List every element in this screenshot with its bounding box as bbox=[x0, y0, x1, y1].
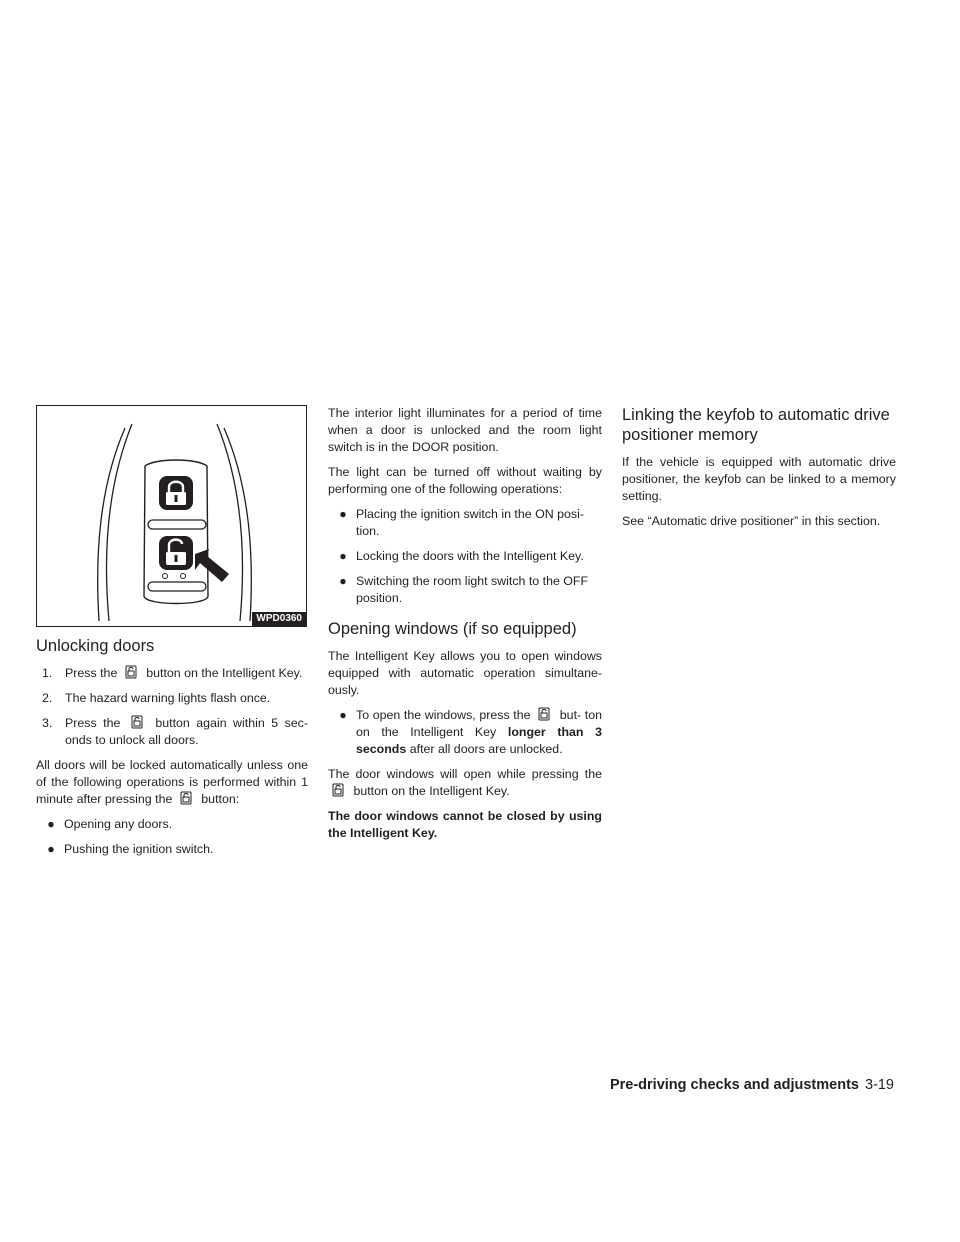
list-item-text: after all doors are unlocked. bbox=[409, 742, 563, 756]
bullet-icon: ● bbox=[339, 574, 347, 588]
footer-section-title: Pre-driving checks and adjustments bbox=[609, 1077, 859, 1093]
list-item-text: Placing the ignition switch in the ON posi- tion. bbox=[356, 507, 584, 538]
list-item-text: Opening any doors. bbox=[64, 817, 173, 831]
list-item-text: To open the windows, press the bbox=[356, 708, 531, 722]
list-item bbox=[328, 707, 602, 758]
list-item bbox=[328, 548, 602, 565]
step-text: Press the bbox=[65, 666, 118, 680]
step-3 bbox=[36, 715, 308, 749]
list-item bbox=[328, 506, 602, 540]
column-interior-light bbox=[328, 405, 602, 850]
windows-paragraph: The Intelligent Key allows you to open windows equipped with automatic operation simultane- ously. bbox=[328, 649, 602, 697]
list-item-text: Pushing the ignition switch. bbox=[64, 842, 214, 856]
bullet-icon: ● bbox=[339, 507, 347, 521]
list-item-text: Switching the room light switch to the OFF position. bbox=[356, 574, 589, 605]
list-item bbox=[36, 816, 308, 833]
unlock-key-icon bbox=[121, 665, 143, 679]
step-number: 1. bbox=[42, 666, 53, 680]
auto-lock-paragraph bbox=[36, 757, 308, 808]
bullet-icon: ● bbox=[339, 708, 347, 722]
keyfob-paragraph: If the vehicle is equipped with automatic drive positioner, the keyfob can be linked to a memory setting. bbox=[622, 455, 896, 503]
step-text: button on the Intelligent Key. bbox=[146, 666, 303, 680]
keyfob-figure bbox=[36, 405, 307, 627]
windows-open-paragraph bbox=[328, 766, 602, 800]
bullet-icon: ● bbox=[47, 817, 55, 831]
emphasis-text: longer than 3 seconds bbox=[356, 725, 603, 756]
list-item bbox=[328, 573, 602, 607]
step-text: button again within 5 sec- onds to unlock all doors. bbox=[65, 716, 308, 747]
heading-opening-windows: Opening windows (if so equipped) bbox=[328, 620, 577, 638]
figure-label: WPD0360 bbox=[252, 612, 306, 626]
bullet-icon: ● bbox=[339, 549, 347, 563]
paragraph-text: button: bbox=[201, 792, 240, 806]
column-unlocking-doors bbox=[36, 636, 308, 866]
step-number: 3. bbox=[42, 716, 53, 730]
unlock-key-icon bbox=[534, 707, 556, 721]
step-text: The hazard warning lights flash once. bbox=[65, 691, 271, 705]
paragraph-text: button on the Intelligent Key. bbox=[353, 784, 510, 798]
page-footer bbox=[610, 1077, 894, 1093]
step-number: 2. bbox=[42, 691, 53, 705]
paragraph-text: All doors will be locked automatically unless one of the following operations is performed within 1 minute after pressing the bbox=[36, 758, 308, 806]
heading-unlocking-doors: Unlocking doors bbox=[36, 637, 155, 655]
list-item bbox=[36, 841, 308, 858]
column-keyfob-linking bbox=[622, 405, 896, 538]
list-item-text: Locking the doors with the Intelligent Key. bbox=[356, 549, 584, 563]
windows-warning-paragraph: The door windows cannot be closed by using the Intelligent Key. bbox=[328, 809, 602, 840]
interior-light-paragraph: The interior light illuminates for a period of time when a door is unlocked and the room light switch is in the DOOR position. bbox=[328, 406, 602, 454]
step-text: Press the bbox=[65, 716, 121, 730]
list-item-text: but- ton on the Intelligent Key bbox=[356, 708, 602, 739]
paragraph-text: The door windows will open while pressing the bbox=[328, 767, 602, 781]
step-1 bbox=[36, 665, 308, 682]
see-reference-paragraph: See “Automatic drive positioner” in this section. bbox=[622, 514, 881, 528]
light-off-paragraph: The light can be turned off without waiting by performing one of the following operations: bbox=[328, 465, 602, 496]
unlock-key-icon bbox=[176, 791, 198, 805]
keyfob-illustration bbox=[37, 406, 307, 627]
bullet-icon: ● bbox=[47, 842, 55, 856]
page-number: 3-19 bbox=[864, 1077, 894, 1093]
heading-linking-keyfob: Linking the keyfob to automatic drive positioner memory bbox=[622, 406, 890, 444]
step-2 bbox=[36, 690, 308, 707]
unlock-key-icon bbox=[328, 783, 350, 797]
unlock-key-icon bbox=[127, 715, 149, 729]
